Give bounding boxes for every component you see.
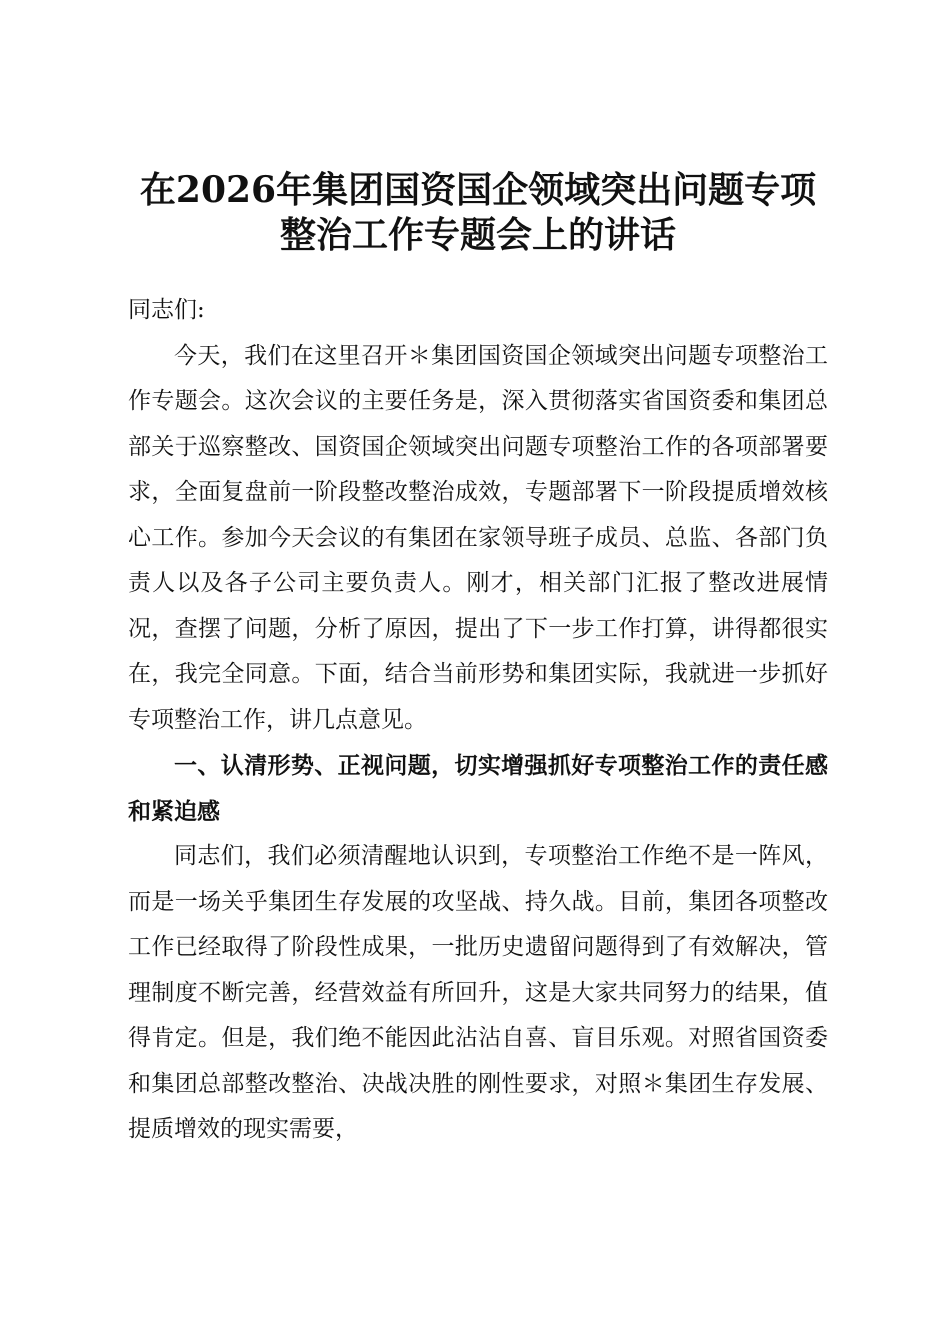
title-line-1: 在2026年集团国资国企领域突出问题专项 xyxy=(139,169,817,211)
document-title xyxy=(128,168,828,258)
paragraph-section-1: 同志们，我们必须清醒地认识到，专项整治工作绝不是一阵风，而是一场关乎集团生存发展的攻坚战、持久战。目前，集团各项整改工作已经取得了阶段性成果，一批历史遗留问题得到了有效解决，管理制度不断完善，经营效益有所回升，这是大家共同努力的结果，值得肯定。但是，我们绝不能因此沾沾自喜、盲目乐观。对照省国资委和集团总部整改整治、决战决胜的刚性要求，对照＊集团生存发展、提质增效的现实需要， xyxy=(128,843,828,1142)
paragraph-opening: 今天，我们在这里召开＊集团国资国企领域突出问题专项整治工作专题会。这次会议的主要任务是，深入贯彻落实省国资委和集团总部关于巡察整改、国资国企领域突出问题专项整治工作的各项部署要求，全面复盘前一阶段整改整治成效，专题部署下一阶段提质增效核心工作。参加今天会议的有集团在家领导班子成员、总监、各部门负责人以及各子公司主要负责人。刚才，相关部门汇报了整改进展情况，查摆了问题，分析了原因，提出了下一步工作打算，讲得都很实在，我完全同意。下面，结合当前形势和集团实际，我就进一步抓好专项整治工作，讲几点意见。 xyxy=(128,342,828,733)
document-page xyxy=(128,168,828,1153)
title-line-2: 整治工作专题会上的讲话 xyxy=(279,214,676,256)
document-body xyxy=(128,288,828,1153)
salutation: 同志们: xyxy=(128,297,205,323)
section-heading-1: 一、认清形势、正视问题，切实增强抓好专项整治工作的责任感和紧迫感 xyxy=(128,752,828,825)
